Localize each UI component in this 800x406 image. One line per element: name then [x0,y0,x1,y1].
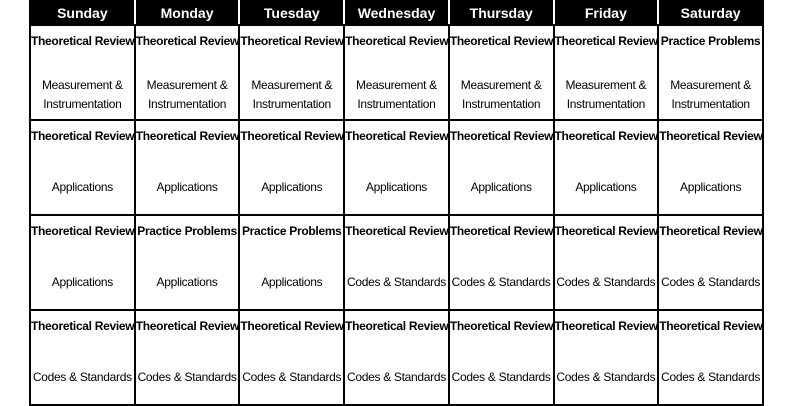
schedule-cell [30,120,135,215]
topic-label: Practice Problems [660,34,761,48]
schedule-cell [658,310,763,405]
subject-line: Measurement & [251,78,333,92]
topic-label: Theoretical Review [31,34,135,48]
schedule-cell [658,120,763,215]
subject-label [31,368,134,387]
topic-label: Theoretical Review [449,319,554,333]
cell-content [555,311,658,404]
topic-label: Theoretical Review [659,129,763,143]
subject-line: Codes & Standards [451,370,551,384]
schedule-cell [554,215,659,310]
subject-label [555,178,658,197]
schedule-cell [135,310,240,405]
subject-line: Codes & Standards [346,370,446,384]
subject-label [450,178,553,197]
subject-line: Instrumentation [43,97,122,111]
subject-label [31,273,134,292]
cell-content [240,216,343,309]
cell-content [345,121,448,214]
cell-content [450,121,553,214]
topic-label: Theoretical Review [345,34,449,48]
topic-label: Theoretical Review [659,224,763,238]
cell-content [659,216,762,309]
day-header-tuesday: Tuesday [239,1,344,25]
subject-line: Measurement & [41,78,123,92]
subject-label [555,273,658,292]
subject-line: Applications [680,180,742,194]
subject-line: Instrumentation [671,97,750,111]
subject-label [659,273,762,292]
subject-label [240,178,343,197]
subject-label [136,273,239,292]
subject-line: Applications [261,275,323,289]
subject-label [136,76,239,114]
schedule-cell [135,25,240,120]
topic-label: Theoretical Review [554,34,658,48]
subject-label [450,368,553,387]
topic-label: Practice Problems [241,224,342,238]
day-header-sunday: Sunday [30,1,135,25]
schedule-row-2 [30,120,763,215]
subject-line: Measurement & [565,78,647,92]
cell-content [345,311,448,404]
subject-line: Instrumentation [566,97,645,111]
subject-line: Applications [156,180,218,194]
schedule-cell [344,25,449,120]
study-schedule-table [29,0,764,406]
cell-content [136,121,239,214]
cell-content [659,26,762,119]
subject-line: Applications [51,180,113,194]
subject-line: Codes & Standards [242,370,342,384]
topic-label: Theoretical Review [240,34,344,48]
topic-label: Theoretical Review [31,224,135,238]
schedule-cell [30,25,135,120]
topic-label: Theoretical Review [554,319,658,333]
day-header-monday: Monday [135,1,240,25]
subject-line: Codes & Standards [32,370,132,384]
schedule-cell [239,215,344,310]
topic-label: Theoretical Review [345,224,449,238]
subject-line: Codes & Standards [661,370,761,384]
day-header-thursday: Thursday [449,1,554,25]
cell-content [659,121,762,214]
subject-label [659,76,762,114]
topic-label: Theoretical Review [345,319,449,333]
schedule-row-4 [30,310,763,405]
subject-label [345,178,448,197]
schedule-cell [554,310,659,405]
subject-label [345,273,448,292]
schedule-cell [658,25,763,120]
subject-line: Codes & Standards [451,275,551,289]
schedule-cell [239,25,344,120]
subject-label [345,368,448,387]
subject-line: Codes & Standards [346,275,446,289]
subject-line: Measurement & [356,78,437,92]
subject-line: Codes & Standards [661,275,761,289]
schedule-cell [344,120,449,215]
cell-content [31,216,134,309]
schedule-body [30,25,763,405]
subject-line: Applications [575,180,637,194]
schedule-cell [30,310,135,405]
topic-label: Theoretical Review [135,129,240,143]
schedule-row-1 [30,25,763,120]
cell-content [136,311,239,404]
topic-label: Theoretical Review [31,129,135,143]
schedule-cell [30,215,135,310]
cell-content [450,311,553,404]
schedule-cell [449,215,554,310]
cell-content [345,216,448,309]
topic-label: Theoretical Review [449,129,554,143]
cell-content [31,121,134,214]
subject-label [31,178,134,197]
subject-line: Measurement & [460,78,542,92]
cell-content [450,26,553,119]
schedule-cell [554,120,659,215]
subject-label [136,178,239,197]
day-header-wednesday: Wednesday [344,1,449,25]
cell-content [450,216,553,309]
subject-line: Instrumentation [357,97,436,111]
schedule-cell [135,120,240,215]
subject-line: Applications [470,180,532,194]
subject-label [345,76,448,114]
subject-label [240,76,343,114]
schedule-cell [344,310,449,405]
day-header-saturday: Saturday [658,1,763,25]
schedule-cell [239,310,344,405]
cell-content [31,311,134,404]
topic-label: Theoretical Review [31,319,135,333]
subject-label [136,368,239,387]
topic-label: Theoretical Review [135,319,240,333]
subject-label [659,178,762,197]
subject-line: Instrumentation [147,97,227,111]
cell-content [240,121,343,214]
subject-label [450,273,553,292]
subject-line: Codes & Standards [556,370,656,384]
subject-line: Codes & Standards [137,370,237,384]
topic-label: Theoretical Review [449,224,554,238]
subject-label [555,368,658,387]
subject-line: Applications [51,275,113,289]
topic-label: Theoretical Review [554,129,658,143]
schedule-cell [239,120,344,215]
topic-label: Theoretical Review [135,34,240,48]
day-header-row [30,1,763,25]
cell-content [345,26,448,119]
cell-content [659,311,762,404]
subject-label [450,76,553,114]
topic-label: Practice Problems [137,224,237,238]
schedule-cell [344,215,449,310]
day-header-friday: Friday [554,1,659,25]
subject-line: Codes & Standards [556,275,656,289]
subject-label [555,76,658,114]
topic-label: Theoretical Review [554,224,658,238]
subject-line: Applications [261,180,323,194]
schedule-cell [135,215,240,310]
topic-label: Theoretical Review [345,129,449,143]
schedule-cell [658,215,763,310]
schedule-cell [449,25,554,120]
topic-label: Theoretical Review [449,34,554,48]
subject-line: Measurement & [670,78,752,92]
cell-content [240,26,343,119]
subject-label [31,76,134,114]
cell-content [31,26,134,119]
cell-content [240,311,343,404]
subject-line: Instrumentation [252,97,331,111]
schedule-cell [449,120,554,215]
cell-content [136,216,239,309]
subject-line: Instrumentation [462,97,541,111]
cell-content [555,26,658,119]
subject-label [659,368,762,387]
subject-label [240,368,343,387]
subject-label [240,273,343,292]
cell-content [136,26,239,119]
subject-line: Applications [156,275,218,289]
topic-label: Theoretical Review [240,319,344,333]
subject-line: Measurement & [146,78,228,92]
schedule-row-3 [30,215,763,310]
cell-content [555,121,658,214]
subject-line: Applications [365,180,428,194]
schedule-cell [449,310,554,405]
cell-content [555,216,658,309]
topic-label: Theoretical Review [659,319,763,333]
schedule-cell [554,25,659,120]
topic-label: Theoretical Review [240,129,344,143]
